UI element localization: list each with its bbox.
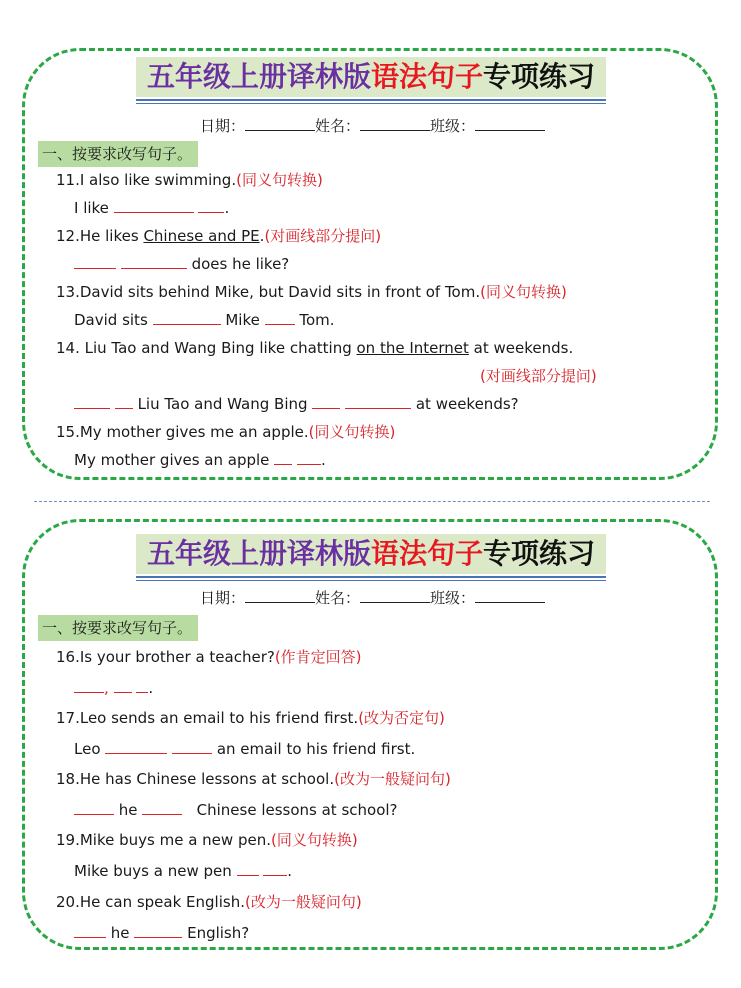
section-heading-2: 一、按要求改写句子。 <box>38 615 198 641</box>
title-underline <box>136 576 606 578</box>
answer-14: Liu Tao and Wang Bing at weekends? <box>74 394 519 414</box>
question-14-hint: (对画线部分提问) <box>480 367 597 385</box>
answer-16: , . <box>74 678 153 698</box>
date-label: 日期： <box>200 589 246 607</box>
answer-blank[interactable] <box>115 394 133 409</box>
answer-18: he Chinese lessons at school? <box>74 800 398 820</box>
name-label: 姓名： <box>315 117 361 135</box>
answer-blank[interactable] <box>312 394 340 409</box>
answer-20: he English? <box>74 923 249 943</box>
title-grade: 五年级上册译林版 <box>146 537 371 570</box>
title-topic: 语法句子 <box>370 537 483 570</box>
answer-blank[interactable] <box>74 254 116 269</box>
answer-12: does he like? <box>74 254 289 274</box>
name-label: 姓名： <box>315 589 361 607</box>
answer-11: I like . <box>74 199 230 217</box>
title-underline <box>136 99 606 101</box>
name-field[interactable] <box>360 588 430 603</box>
student-info-row-2 <box>200 587 545 608</box>
worksheet-title-1 <box>136 57 606 104</box>
question-17: 17.Leo sends an email to his friend first.(改为否定句) <box>56 709 445 727</box>
answer-blank[interactable] <box>237 861 259 876</box>
answer-15: My mother gives an apple . <box>74 451 326 469</box>
date-label: 日期： <box>200 117 246 135</box>
answer-blank[interactable] <box>142 800 182 815</box>
class-label: 班级： <box>430 117 476 135</box>
question-13: 13.David sits behind Mike, but David sits in front of Tom.(同义句转换) <box>56 283 567 301</box>
answer-blank[interactable] <box>114 198 194 213</box>
answer-blank[interactable] <box>345 394 411 409</box>
class-field[interactable] <box>475 116 545 131</box>
title-underline <box>136 103 606 104</box>
question-15: 15.My mother gives me an apple.(同义句转换) <box>56 423 396 441</box>
question-16: 16.Is your brother a teacher?(作肯定回答) <box>56 648 362 666</box>
answer-blank[interactable] <box>134 923 182 938</box>
answer-blank[interactable] <box>265 310 295 325</box>
name-field[interactable] <box>360 116 430 131</box>
answer-blank[interactable] <box>74 923 106 938</box>
answer-blank[interactable] <box>198 198 224 213</box>
answer-19: Mike buys a new pen . <box>74 862 293 880</box>
question-11: 11.I also like swimming.(同义句转换) <box>56 171 323 189</box>
answer-blank[interactable] <box>153 310 221 325</box>
answer-17: Leo an email to his friend first. <box>74 740 416 758</box>
question-19: 19.Mike buys me a new pen.(同义句转换) <box>56 831 358 849</box>
cut-line-divider <box>34 501 710 502</box>
answer-blank[interactable] <box>105 739 167 754</box>
answer-blank[interactable] <box>121 254 187 269</box>
answer-blank[interactable] <box>74 678 104 693</box>
answer-blank[interactable] <box>114 678 132 693</box>
answer-blank[interactable] <box>172 739 212 754</box>
answer-13: David sits Mike Tom. <box>74 311 335 329</box>
question-12: 12.He likes Chinese and PE.(对画线部分提问) <box>56 227 382 245</box>
answer-blank[interactable] <box>263 861 287 876</box>
answer-blank[interactable] <box>136 678 148 693</box>
question-14: 14. Liu Tao and Wang Bing like chatting on the Internet at weekends. <box>56 339 574 357</box>
worksheet-card-2 <box>22 519 718 950</box>
answer-blank[interactable] <box>74 800 114 815</box>
class-label: 班级： <box>430 589 476 607</box>
date-field[interactable] <box>245 588 315 603</box>
title-grade: 五年级上册译林版 <box>146 60 371 93</box>
question-20: 20.He can speak English.(改为一般疑问句) <box>56 893 362 911</box>
answer-blank[interactable] <box>274 450 292 465</box>
question-18: 18.He has Chinese lessons at school.(改为一般疑问句) <box>56 770 451 788</box>
title-topic: 语法句子 <box>370 60 483 93</box>
worksheet-title-2 <box>136 534 606 581</box>
title-practice: 专项练习 <box>483 537 596 570</box>
class-field[interactable] <box>475 588 545 603</box>
student-info-row-1 <box>200 115 545 136</box>
title-underline <box>136 580 606 581</box>
date-field[interactable] <box>245 116 315 131</box>
answer-blank[interactable] <box>74 394 110 409</box>
title-practice: 专项练习 <box>483 60 596 93</box>
answer-blank[interactable] <box>297 450 321 465</box>
section-heading-1: 一、按要求改写句子。 <box>38 141 198 167</box>
